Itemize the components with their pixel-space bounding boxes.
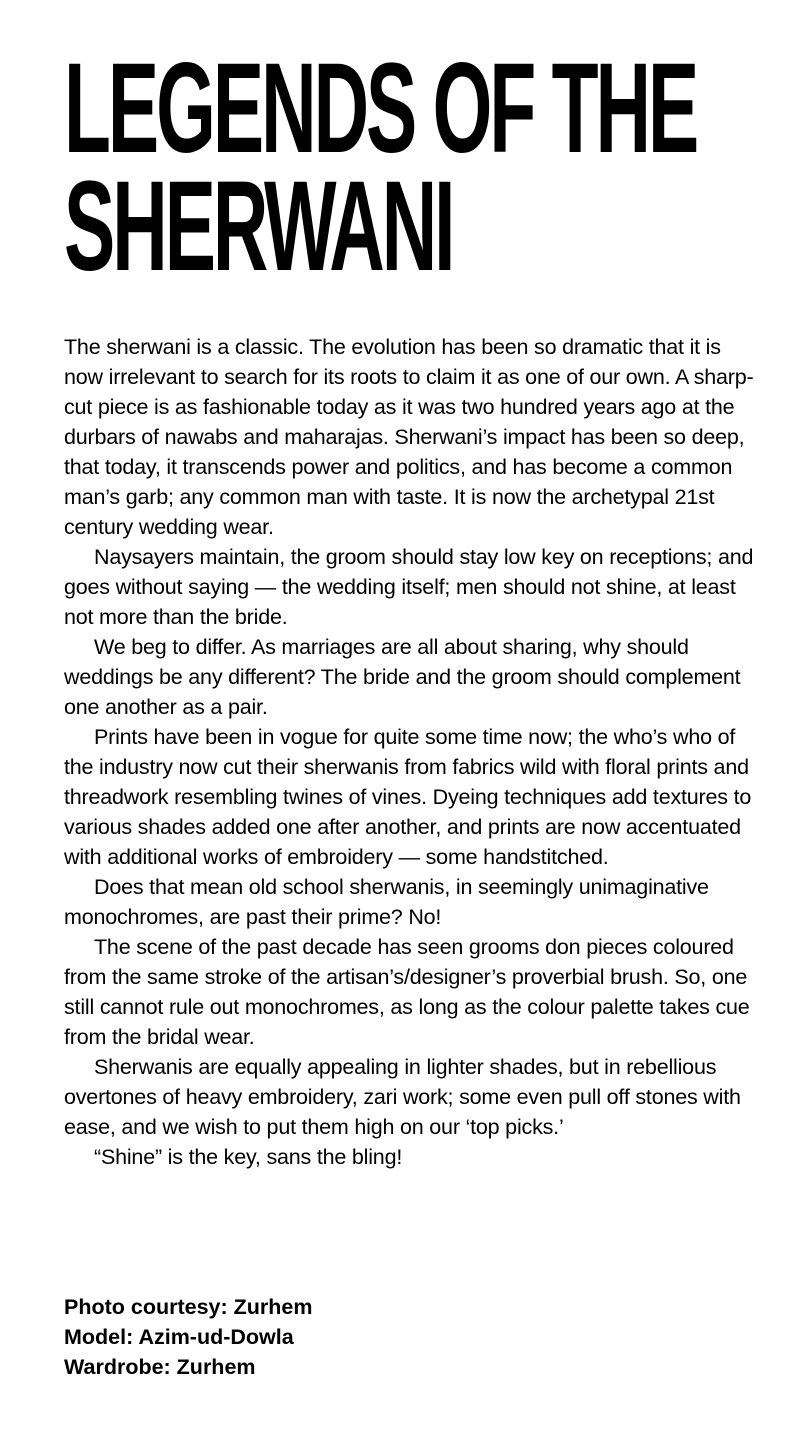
paragraph: We beg to differ. As marriages are all about sharing, why should weddings be any different? The bride and the groom should complement one another as a pair. bbox=[64, 635, 741, 719]
credits bbox=[64, 1292, 312, 1382]
paragraph: Does that mean old school sherwanis, in seemingly unimaginative monochromes, are past their prime? No! bbox=[64, 875, 709, 929]
headline-line-2: SHERWANI bbox=[64, 155, 453, 298]
credit-model: Model: Azim-ud-Dowla bbox=[64, 1325, 294, 1349]
article bbox=[64, 37, 764, 1379]
article-body bbox=[64, 332, 754, 1172]
paragraph: The scene of the past decade has seen grooms don pieces coloured from the same stroke of the artisan’s/designer’s proverbial brush. So, one still cannot rule out monochromes, as long as the colour palette takes cue from the bridal wear. bbox=[64, 935, 750, 1049]
paragraph: Prints have been in vogue for quite some time now; the who’s who of the industry now cut their sherwanis from fabrics wild with floral prints and threadwork resembling twines of vines. Dyeing techniques add textures to various shades added one after another, and prints are now accentuated with additional works of embroidery — some handstitched. bbox=[64, 725, 752, 869]
article-headline bbox=[64, 37, 784, 298]
credit-wardrobe: Wardrobe: Zurhem bbox=[64, 1355, 256, 1379]
credit-photo: Photo courtesy: Zurhem bbox=[64, 1295, 313, 1319]
paragraph: Sherwanis are equally appealing in lighter shades, but in rebellious overtones of heavy embroidery, zari work; some even pull off stones with ease, and we wish to put them high on our ‘top picks.’ bbox=[64, 1055, 741, 1139]
paragraph-intro: The sherwani is a classic. The evolution has been so dramatic that it is now irrelevant to search for its roots to claim it as one of our own. A sharp-cut piece is as fashionable today as it was two hundred years ago at the durbars of nawabs and maharajas. Sherwani’s impact has been so deep, that today, it transcends power and politics, and has become a common man’s garb; any common man with taste. It is now the archetypal 21st century wedding wear. bbox=[64, 335, 754, 539]
paragraph: Naysayers maintain, the groom should stay low key on receptions; and goes without saying — the wedding itself; men should not shine, at least not more than the bride. bbox=[64, 545, 754, 629]
paragraph-closing: “Shine” is the key, sans the bling! bbox=[94, 1145, 403, 1169]
headline-line-1: LEGENDS OF THE bbox=[64, 37, 697, 180]
